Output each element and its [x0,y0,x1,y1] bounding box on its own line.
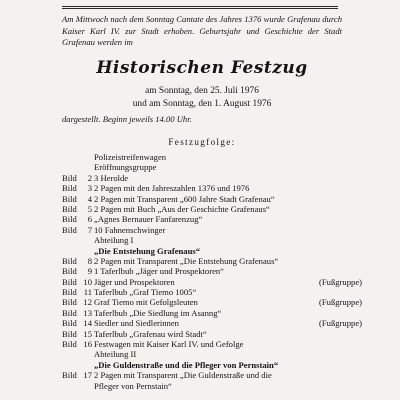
bild-label [62,360,76,370]
fussgruppe-note [292,266,362,276]
date-line-2: und am Sonntag, den 1. August 1976 [132,99,272,109]
entry-text: Siedler und Siedlerinnen [94,318,179,329]
bild-label: Bild [62,193,77,204]
list-item [62,329,362,339]
list-item [62,225,362,235]
bild-number: 17 [83,370,92,381]
fussgruppe-note: (Fußgruppe) [319,318,362,329]
festzug-list [62,152,362,391]
entry-text: 2 Pagen mit Transparent „Die Guldenstraße und die [94,370,272,381]
start-time-line: dargestellt. Beginn jeweils 14.00 Uhr. [62,114,192,124]
fussgruppe-note [292,329,362,339]
fussgruppe-note [292,370,362,380]
bild-label [62,152,76,162]
bild-number [76,360,94,370]
bild-number [76,162,94,172]
list-item [62,152,362,162]
bild-label [62,381,76,391]
list-item [62,318,362,328]
list-item [62,246,362,256]
bild-label [62,235,76,245]
bild-number [76,381,94,391]
entry-text: Graf Tiemo mit Gefolgsleuten [94,297,198,308]
entry-text: 10 Fahnenschwinger [94,224,166,235]
fussgruppe-note: (Fußgruppe) [319,276,362,287]
entry-text: 2 Pagen mit Transparent „Die Entstehung Grafenaus“ [94,255,279,266]
bild-label: Bild [62,370,77,381]
fussgruppe-note [292,194,362,204]
list-item [62,339,362,349]
bild-number: 8 [87,255,92,266]
intro-paragraph: Am Mittwoch nach dem Sonntag Cantate des Jahres 1376 wurde Grafenau durch Kaiser Karl IV. zur Stadt erhoben. Geburtsjahr und Geschichte der Stadt Grafenau werden im [62,14,342,47]
entry-text: Abteilung I [94,235,134,246]
bild-number: 10 [83,276,92,287]
list-item [62,204,362,214]
bild-number: 7 [87,224,92,235]
fussgruppe-note [292,256,362,266]
bild-label: Bild [62,328,77,339]
bild-label: Bild [62,318,77,329]
bild-label: Bild [62,287,77,298]
bild-number: 14 [83,318,92,329]
fussgruppe-note [292,287,362,297]
bild-label: Bild [62,307,77,318]
fussgruppe-note [292,308,362,318]
festzug-heading: Historischen Festzug [96,58,308,78]
fussgruppe-note [292,204,362,214]
entry-text: Pfleger von Pernstain“ [94,380,172,391]
fussgruppe-note [292,235,362,245]
bild-number: 12 [83,297,92,308]
entry-text: Polizeistreifenwagen [94,152,167,162]
entry-text: Jäger und Prospektoren [94,276,175,287]
entry-text: Taferlbub „Die Siedlung im Asanng“ [94,307,222,318]
fussgruppe-note [292,360,362,370]
entry-text: Eröffnungsgruppe [94,162,157,173]
top-rule [62,6,338,9]
bild-label: Bild [62,297,77,308]
bild-label [62,246,76,256]
entry-text: 1 Taferlbub „Jäger und Prospektoren“ [94,266,225,277]
list-item [62,287,362,297]
entry-text: Festwagen mit Kaiser Karl IV. und Gefolge [94,339,244,350]
entry-text: 3 Herolde [94,172,129,183]
bild-number: 11 [83,287,92,298]
bild-label: Bild [62,339,77,350]
fussgruppe-note [292,214,362,224]
list-item [62,214,362,224]
bild-number: 6 [87,214,92,225]
bild-number: 4 [87,193,92,204]
bild-number: 16 [83,339,92,350]
bild-label: Bild [62,276,77,287]
bild-number [76,349,94,359]
entry-text: Abteilung II [94,349,137,360]
bild-number: 5 [87,203,92,214]
fussgruppe-note [292,225,362,235]
fussgruppe-note [292,381,362,391]
entry-text: Taferlbub „Graf Tiemo 1005“ [94,287,197,298]
list-item [62,277,362,287]
bild-label: Bild [62,255,77,266]
list-item [62,297,362,307]
date-line-1: am Sonntag, den 25. Juli 1976 [145,86,259,96]
bild-label: Bild [62,183,77,194]
section-title: „Die Entstehung Grafenaus“ [94,245,200,256]
list-item [62,381,362,391]
bild-number: 15 [83,328,92,339]
fussgruppe-note [292,173,362,183]
fussgruppe-note [292,183,362,193]
bild-number: 2 [87,172,92,183]
festzugfolge-heading: Festzugfolge: [168,137,236,147]
bild-label [62,162,76,172]
list-item [62,235,362,245]
bild-number [76,152,94,162]
bild-label: Bild [62,214,77,225]
list-item [62,194,362,204]
list-item [62,256,362,266]
fussgruppe-note: (Fußgruppe) [319,297,362,308]
list-item [62,360,362,370]
list-item [62,162,362,172]
bild-number: 3 [87,183,92,194]
entry-text: 2 Pagen mit Transparent „600 Jahre Stadt Grafenau“ [94,193,275,204]
list-item [62,173,362,183]
bild-label: Bild [62,266,77,277]
entry-text: 2 Pagen mit den Jahreszahlen 1376 und 1976 [94,183,250,194]
bild-number [76,235,94,245]
entry-text: „Agnes Bernauer Fanfarenzug“ [94,214,203,225]
entry-text: Taferlbub „Grafenau wird Stadt“ [94,328,207,339]
bild-number [76,246,94,256]
entry-text: 2 Pagen mit Buch „Aus der Geschichte Grafenaus“ [94,203,270,214]
section-title: „Die Guldenstraße und die Pfleger von Pernstain“ [94,359,279,370]
bild-number: 9 [87,266,92,277]
bild-label: Bild [62,203,77,214]
bild-number: 13 [83,307,92,318]
fussgruppe-note [292,339,362,349]
list-item [62,183,362,193]
fussgruppe-note [292,246,362,256]
list-item [62,349,362,359]
list-item [62,308,362,318]
bild-label [62,349,76,359]
fussgruppe-note [292,162,362,172]
fussgruppe-note [292,152,362,162]
list-item [62,266,362,276]
bild-label: Bild [62,172,77,183]
list-item [62,370,362,380]
fussgruppe-note [292,349,362,359]
bild-label: Bild [62,224,77,235]
